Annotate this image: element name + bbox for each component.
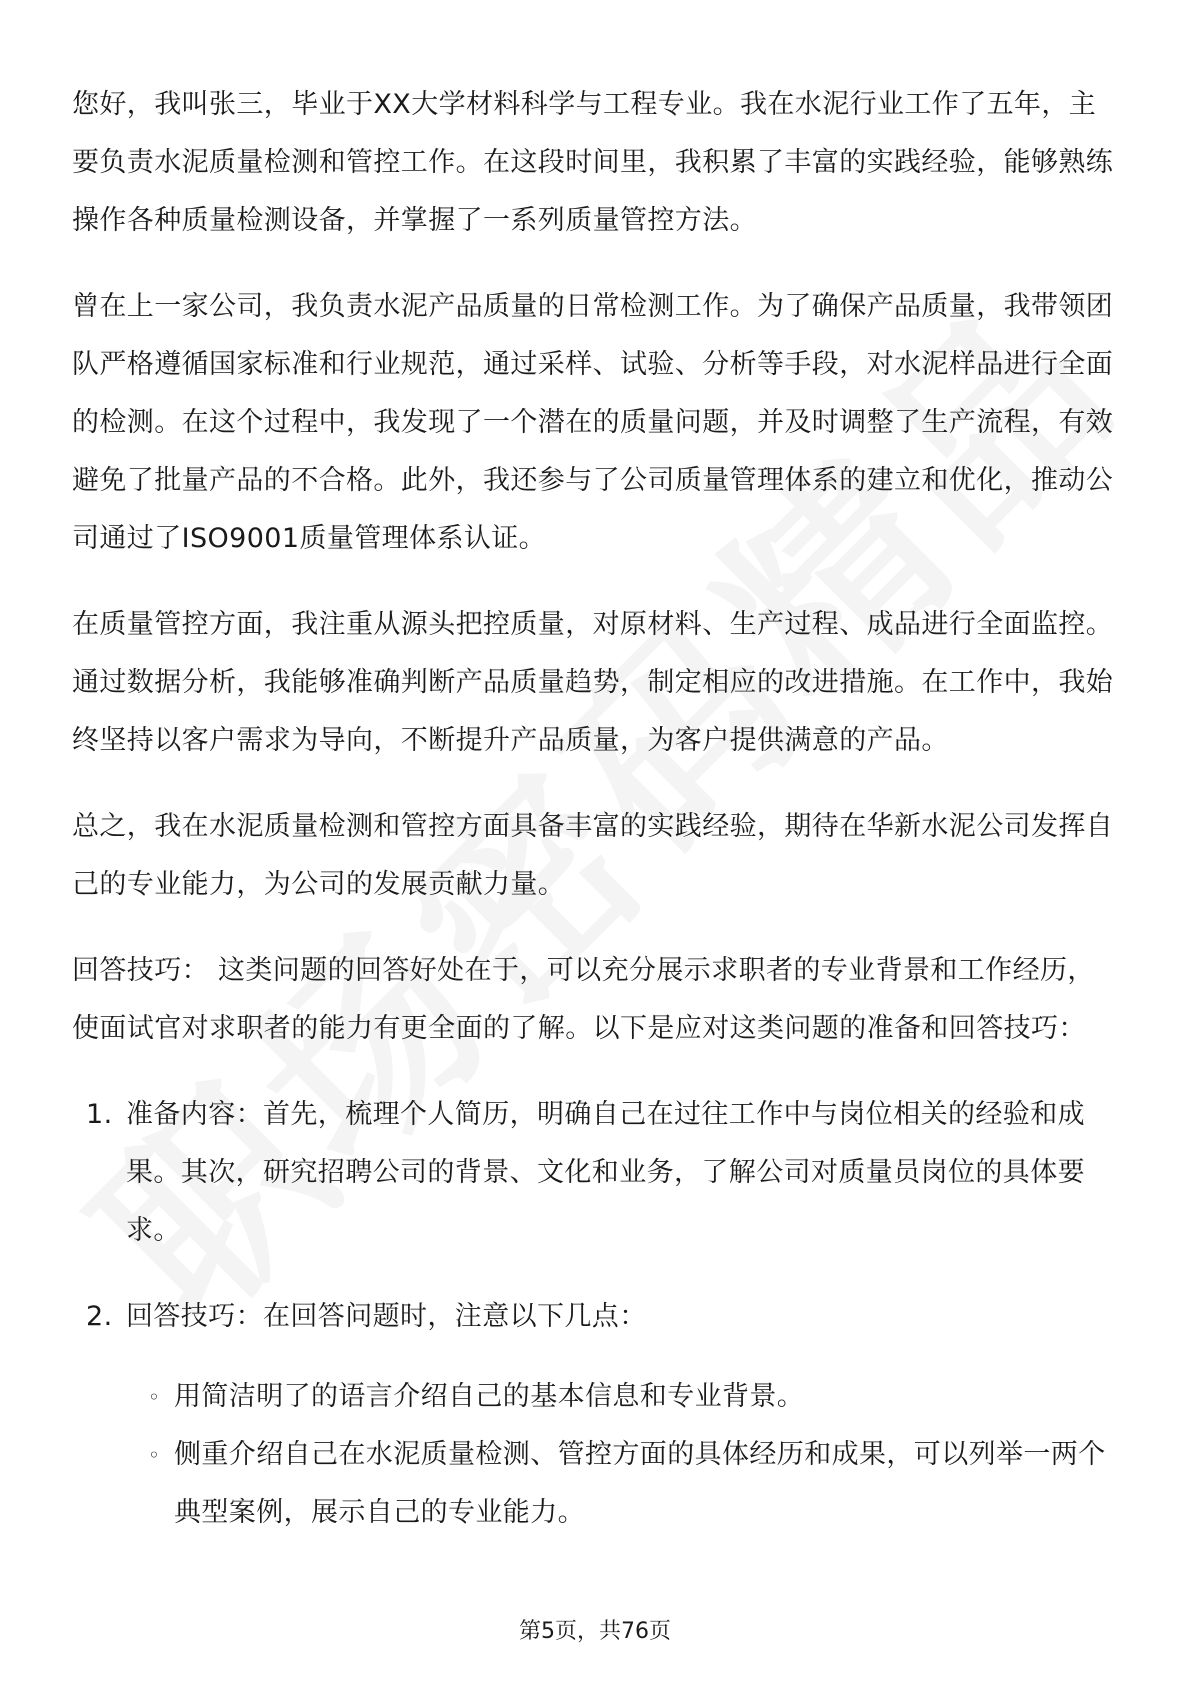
list-item-text: 准备内容：首先，梳理个人简历，明确自己在过往工作中与岗位相关的经验和成果。其次，研究招聘公司的背景、文化和业务，了解公司对质量员岗位的具体要求。 — [126, 1099, 1085, 1246]
list-item — [72, 1288, 1122, 1542]
list-number: 2. — [86, 1301, 113, 1332]
bullet-item-text: 侧重介绍自己在水泥质量检测、管控方面的具体经历和成果，可以列举一两个典型案例，展示自己的专业能力。 — [174, 1439, 1106, 1528]
paragraph-answer-tips: 回答技巧： 这类问题的回答好处在于，可以充分展示求职者的专业背景和工作经历，使面试官对求职者的能力有更全面的了解。以下是应对这类问题的准备和回答技巧： — [72, 955, 1095, 1044]
list-number: 1. — [86, 1099, 113, 1130]
paragraph-quality-control: 在质量管控方面，我注重从源头把控质量，对原材料、生产过程、成品进行全面监控。通过数据分析，我能够准确判断产品质量趋势，制定相应的改进措施。在工作中，我始终坚持以客户需求为导向，不断提升产品质量，为客户提供满意的产品。 — [72, 609, 1114, 756]
bullet-item-text: 用简洁明了的语言介绍自己的基本信息和专业背景。 — [174, 1381, 805, 1412]
paragraph-intro: 您好，我叫张三，毕业于XX大学材料科学与工程专业。我在水泥行业工作了五年，主要负责水泥质量检测和管控工作。在这段时间里，我积累了丰富的实践经验，能够熟练操作各种质量检测设备，并掌握了一系列质量管控方法。 — [72, 89, 1114, 236]
document-body — [72, 76, 1122, 1570]
bullet-item — [126, 1368, 1122, 1426]
bullet-icon: ◦ — [148, 1385, 161, 1409]
numbered-list — [72, 1086, 1122, 1542]
bullet-item — [126, 1426, 1122, 1542]
list-item — [72, 1086, 1122, 1260]
list-item-text: 回答技巧：在回答问题时，注意以下几点： — [126, 1301, 647, 1332]
page-number: 第5页，共76页 — [519, 1619, 671, 1644]
bullet-icon: ◦ — [148, 1443, 161, 1467]
paragraph-previous-job: 曾在上一家公司，我负责水泥产品质量的日常检测工作。为了确保产品质量，我带领团队严格遵循国家标准和行业规范，通过采样、试验、分析等手段，对水泥样品进行全面的检测。在这个过程中，我发现了一个潜在的质量问题，并及时调整了生产流程，有效避免了批量产品的不合格。此外，我还参与了公司质量管理体系的建立和优化，推动公司通过了ISO9001质量管理体系认证。 — [72, 291, 1114, 554]
paragraph-summary: 总之，我在水泥质量检测和管控方面具备丰富的实践经验，期待在华新水泥公司发挥自己的专业能力，为公司的发展贡献力量。 — [72, 811, 1114, 900]
bullet-list — [126, 1368, 1122, 1542]
